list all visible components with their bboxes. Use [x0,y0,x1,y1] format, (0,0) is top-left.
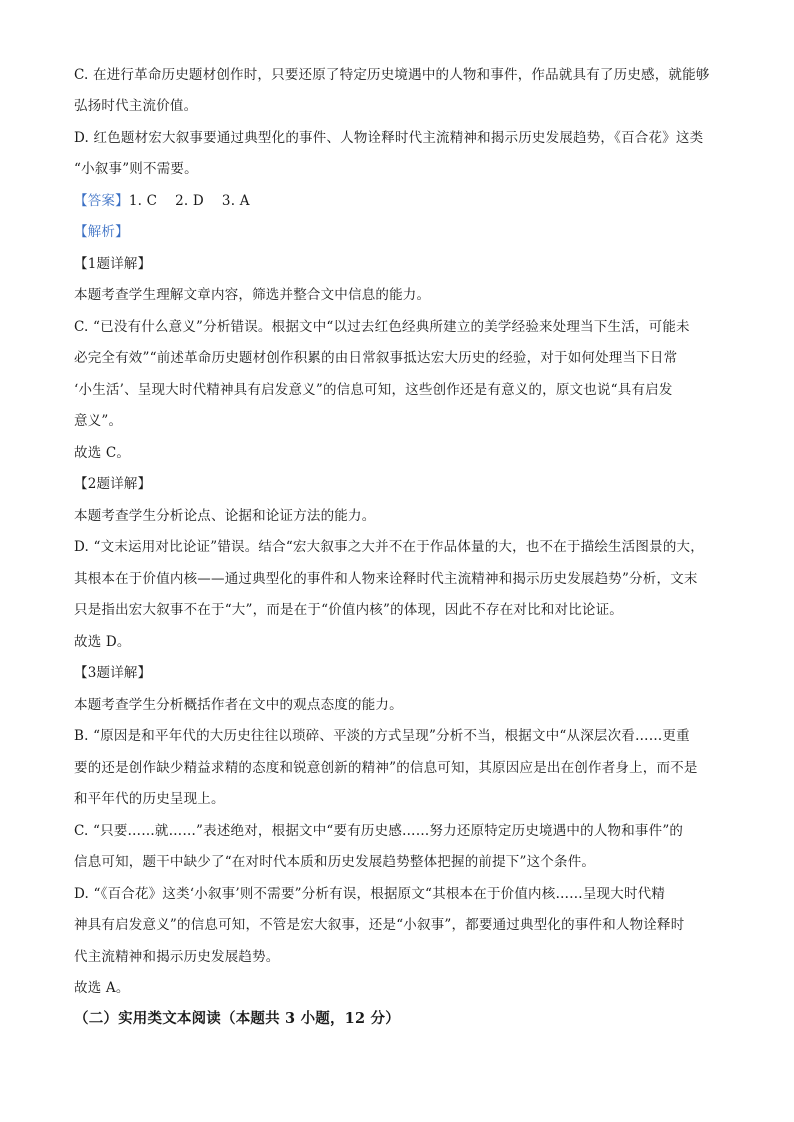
q3-b-line-1: B. “原因是和平年代的大历史往往以琐碎、平淡的方式呈现”分析不当，根据文中“从深层次看……更重 [74,728,690,744]
q1-line-3: ‘小生活’、呈现大时代精神具有启发意义”的信息可知，这些创作还是有意义的，原文也说“具有启发 [74,382,673,398]
answer-label: 【答案】 [74,193,129,209]
q1-ability: 本题考查学生理解文章内容，筛选并整合文中信息的能力。 [74,287,431,303]
q3-ability: 本题考查学生分析概括作者在文中的观点态度的能力。 [74,697,403,713]
section-2-title: （二）实用类文本阅读（本题共 3 小题，12 分） [74,1010,400,1027]
q3-conclusion: 故选 A。 [74,980,130,996]
q2-conclusion: 故选 D。 [74,634,131,650]
option-d-line-1: D. 红色题材宏大叙事要通过典型化的事件、人物诠释时代主流精神和揭示历史发展趋势，《百合花》这类 [74,130,704,146]
answer-3: 3. A [221,193,250,209]
q1-heading: 【1题详解】 [74,256,152,272]
q2-ability: 本题考查学生分析论点、论据和论证方法的能力。 [74,508,376,524]
q1-conclusion: 故选 C。 [74,445,131,461]
q3-c-line-2: 信息可知，题干中缺少了“在对时代本质和历史发展趋势整体把握的前提下”这个条件。 [74,854,596,870]
answer-2: 2. D [175,193,204,209]
q3-b-line-2: 要的还是创作缺少精益求精的态度和锐意创新的精神”的信息可知，其原因应是出在创作者身上，而不是 [74,760,698,776]
q3-c-line-1: C. “只要……就……”表述绝对，根据文中“要有历史感……努力还原特定历史境遇中的人物和事件”的 [74,823,684,839]
q2-line-3: 只是指出宏大叙事不在于“大”，而是在于“价值内核”的体现，因此不存在对比和对比论证。 [74,602,624,618]
q1-line-1: C. “已没有什么意义”分析错误。根据文中“以过去红色经典所建立的美学经验来处理当下生活，可能未 [74,319,690,335]
option-c-line-2: 弘扬时代主流价值。 [74,98,198,114]
q1-line-2: 必完全有效”“前述革命历史题材创作积累的由日常叙事抵达宏大历史的经验，对于如何处理当下日常 [74,350,678,366]
q2-line-1: D. “文末运用对比论证”错误。结合“宏大叙事之大并不在于作品体量的大，也不在于描绘生活图景的大， [74,539,704,555]
q2-heading: 【2题详解】 [74,476,152,492]
option-d-line-2: “小叙事”则不需要。 [74,161,198,177]
q1-line-4: 意义”。 [74,413,123,429]
answer-line [74,192,734,210]
q3-heading: 【3题详解】 [74,665,152,681]
analysis-label: 【解析】 [74,224,129,240]
q3-b-line-3: 和平年代的历史呈现上。 [74,791,225,807]
q3-d-line-2: 神具有启发意义”的信息可知，不管是宏大叙事，还是“小叙事”，都要通过典型化的事件和人物诠释时 [74,917,685,933]
option-c-line-1: C. 在进行革命历史题材创作时，只要还原了特定历史境遇中的人物和事件，作品就具有了历史感，就能够 [74,67,710,83]
q2-line-2: 其根本在于价值内核——通过典型化的事件和人物来诠释时代主流精神和揭示历史发展趋势”分析，文末 [74,571,698,587]
q3-d-line-3: 代主流精神和揭示历史发展趋势。 [74,949,280,965]
answer-1: 1. C [128,193,158,209]
q3-d-line-1: D. “《百合花》这类‘小叙事’则不需要”分析有误，根据原文“其根本在于价值内核……呈现大时代精 [74,886,666,902]
